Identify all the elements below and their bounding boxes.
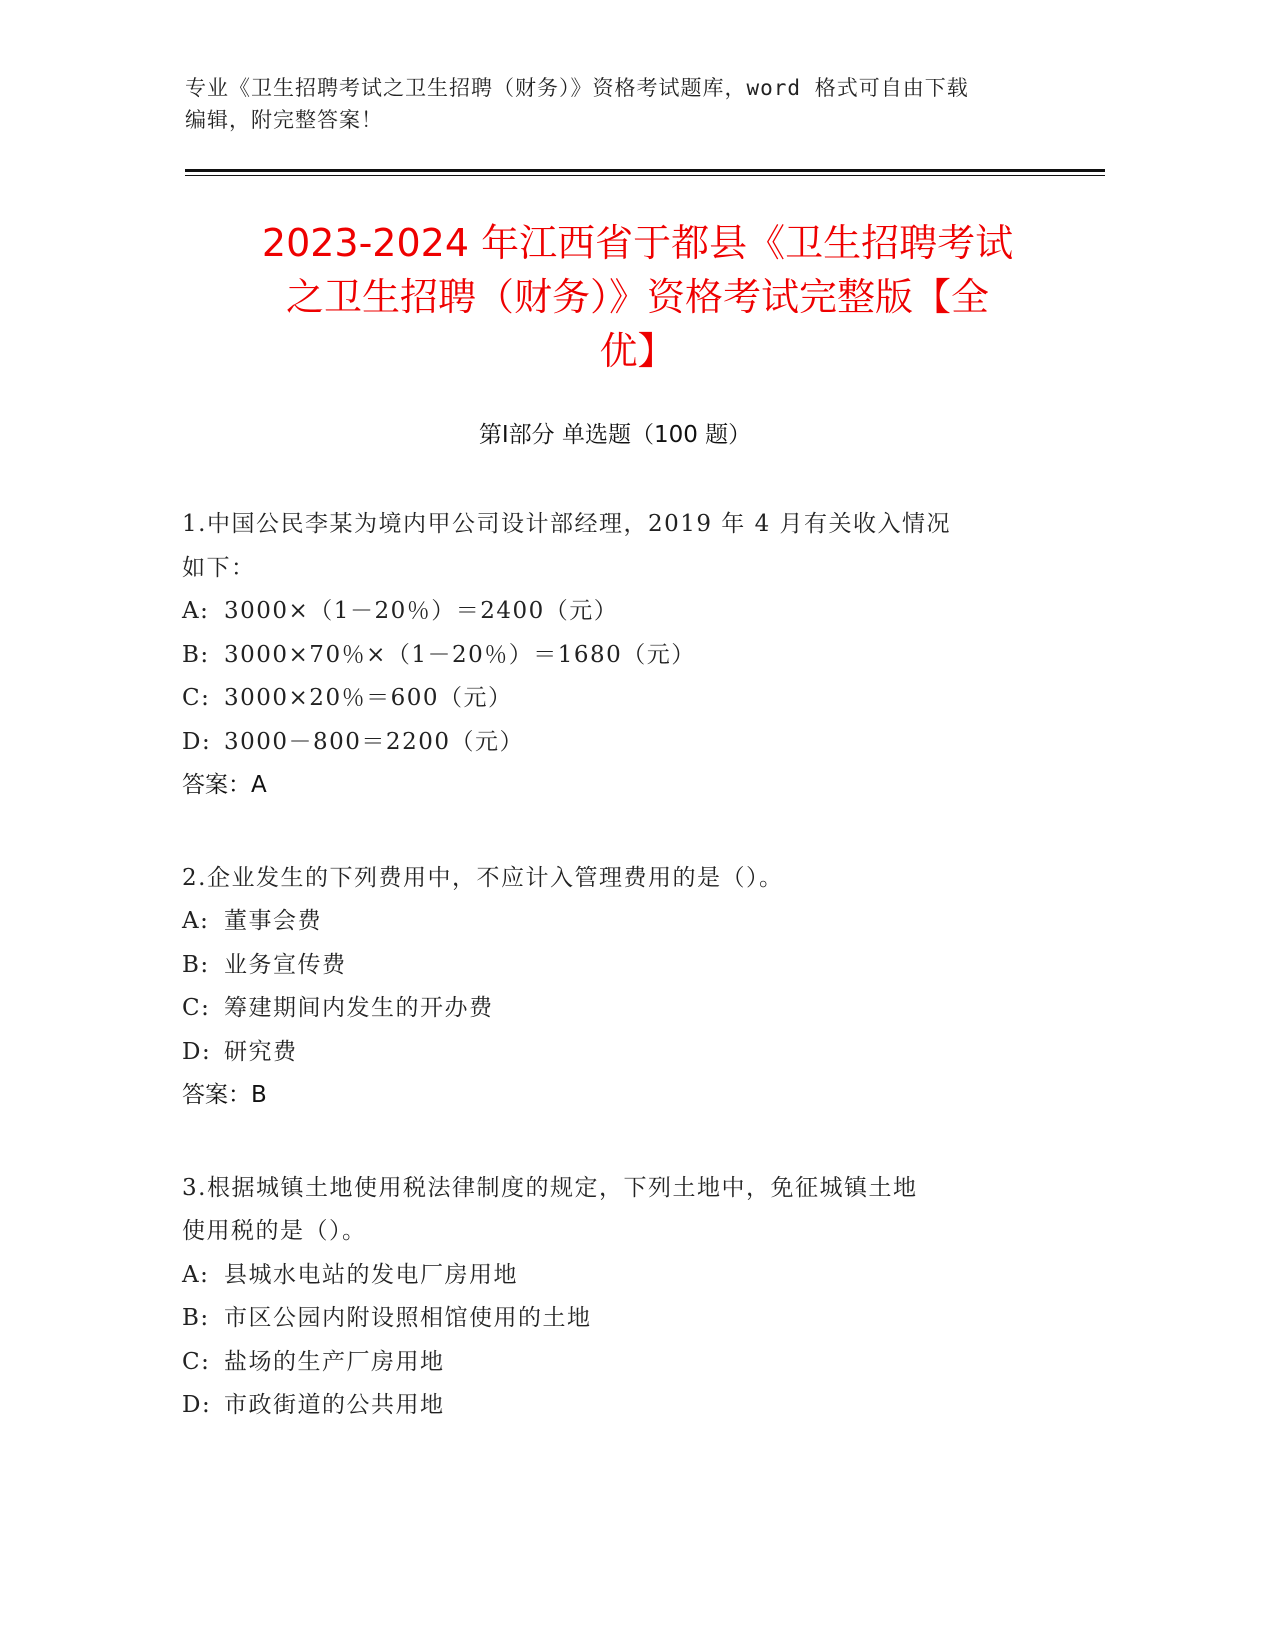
option-text: 业务宣传费 <box>224 951 347 978</box>
title-line-3: 优】 <box>599 329 676 373</box>
answer-line: 答案：B <box>182 1082 267 1108</box>
option-letter: D: <box>182 1392 212 1418</box>
option-c <box>182 1341 1062 1385</box>
option-c <box>182 677 1062 721</box>
option-letter: D: <box>182 728 212 755</box>
option-letter: A: <box>182 1261 210 1288</box>
option-text: 3000×（1－20％）＝2400（元） <box>224 598 619 624</box>
option-letter: C: <box>182 1348 211 1375</box>
header-note-line-2: 编辑，附完整答案！ <box>185 108 383 132</box>
option-text: 3000×70％×（1－20％）＝1680（元） <box>224 641 696 668</box>
option-b <box>182 944 1062 988</box>
question-3 <box>182 1167 1062 1428</box>
option-a <box>182 590 1062 634</box>
option-letter: D: <box>182 1038 212 1065</box>
header-note <box>185 72 1085 136</box>
option-text: 董事会费 <box>224 908 322 934</box>
option-text: 县城水电站的发电厂房用地 <box>224 1261 518 1288</box>
question-stem-line: 2.企业发生的下列费用中，不应计入管理费用的是（）。 <box>182 864 784 891</box>
question-stem-line: 使用税的是（）。 <box>182 1218 367 1244</box>
option-d <box>182 721 1062 765</box>
option-letter: A: <box>182 598 210 624</box>
option-letter: B: <box>182 641 210 668</box>
option-letter: B: <box>182 951 210 978</box>
option-b <box>182 634 1062 678</box>
header-divider-thick <box>185 169 1105 172</box>
section-heading: 第Ⅰ部分 单选题（100 题） <box>478 422 752 448</box>
question-stem-line: 如下： <box>182 554 256 581</box>
option-text: 市区公园内附设照相馆使用的土地 <box>224 1305 592 1331</box>
question-stem-line: 3.根据城镇土地使用税法律制度的规定，下列土地中，免征城镇土地 <box>182 1174 918 1201</box>
option-c <box>182 987 1062 1031</box>
header-note-line-1: 专业《卫生招聘考试之卫生招聘（财务）》资格考试题库，word 格式可自由下载 <box>185 76 969 100</box>
title-line-1: 2023-2024 年江西省于都县《卫生招聘考试 <box>261 221 1014 265</box>
option-text: 3000×20％＝600（元） <box>224 685 513 711</box>
question-stem-line: 1.中国公民李某为境内甲公司设计部经理，2019 年 4 月有关收入情况 <box>182 511 952 537</box>
document-title <box>150 216 1125 378</box>
option-text: 研究费 <box>224 1038 298 1065</box>
option-text: 盐场的生产厂房用地 <box>224 1348 445 1375</box>
option-d <box>182 1384 1062 1428</box>
option-letter: B: <box>182 1305 210 1331</box>
question-1 <box>182 503 1062 808</box>
option-letter: A: <box>182 908 210 934</box>
option-d <box>182 1031 1062 1075</box>
question-list <box>182 503 1062 1477</box>
question-2 <box>182 857 1062 1118</box>
option-text: 3000－800＝2200（元） <box>224 728 524 755</box>
option-a <box>182 1254 1062 1298</box>
option-text: 筹建期间内发生的开办费 <box>224 995 494 1021</box>
option-b <box>182 1297 1062 1341</box>
option-letter: C: <box>182 995 211 1021</box>
option-letter: C: <box>182 685 211 711</box>
header-divider-thin <box>185 175 1105 176</box>
option-a <box>182 900 1062 944</box>
option-text: 市政街道的公共用地 <box>224 1392 445 1418</box>
title-line-2: 之卫生招聘（财务）》资格考试完整版【全 <box>285 275 989 319</box>
answer-line: 答案：A <box>182 772 267 798</box>
